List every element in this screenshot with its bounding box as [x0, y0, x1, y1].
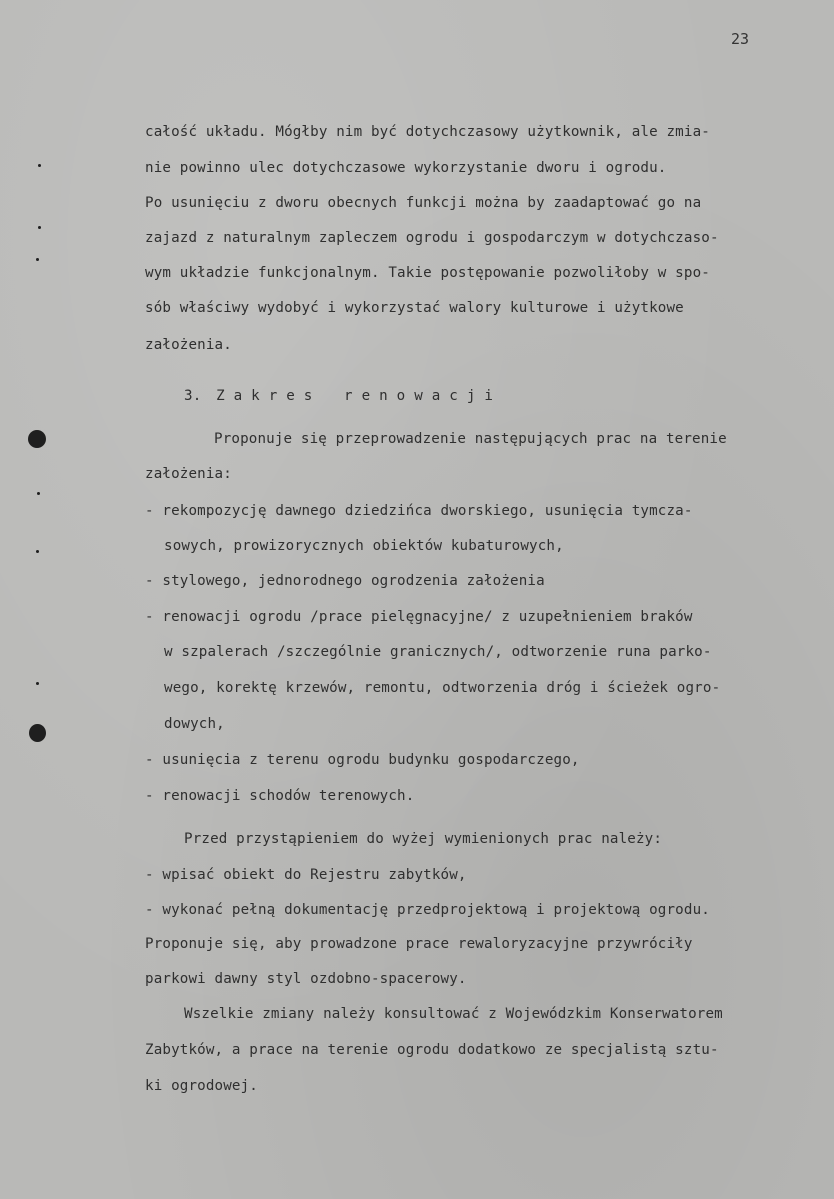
list-item: - renowacji ogrodu /prace pielęgnacyjne/ z uzupełnieniem braków	[145, 609, 693, 625]
list-item: sowych, prowizorycznych obiektów kubaturowych,	[164, 538, 564, 554]
text-line: założenia.	[145, 337, 232, 353]
list-item: - rekompozycję dawnego dziedzińca dworskiego, usunięcia tymcza-	[145, 503, 693, 519]
text-line: parkowi dawny styl ozdobno-spacerowy.	[145, 971, 467, 987]
scan-speck	[38, 164, 41, 167]
scan-speck	[36, 550, 39, 553]
list-item: wego, korektę krzewów, remontu, odtworzenia dróg i ścieżek ogro-	[164, 680, 721, 696]
text-line: Proponuje się przeprowadzenie następujących prac na terenie	[214, 431, 727, 447]
list-item: dowych,	[164, 716, 225, 732]
list-item: - renowacji schodów terenowych.	[145, 788, 415, 804]
list-item: w szpalerach /szczególnie granicznych/, odtworzenie runa parko-	[164, 644, 712, 660]
list-item: - stylowego, jednorodnego ogrodzenia założenia	[145, 573, 545, 589]
scan-speck	[36, 682, 39, 685]
section-title-word: renowacji	[344, 388, 502, 404]
text-line: wym układzie funkcjonalnym. Takie postępowanie pozwoliłoby w spo-	[145, 265, 710, 281]
text-line: Wszelkie zmiany należy konsultować z Wojewódzkim Konserwatorem	[184, 1006, 723, 1022]
list-item: - wpisać obiekt do Rejestru zabytków,	[145, 867, 467, 883]
text-line: Po usunięciu z dworu obecnych funkcji można by zaadaptować go na	[145, 195, 702, 211]
page-number: 23	[731, 30, 750, 48]
text-line: sób właściwy wydobyć i wykorzystać walory kulturowe i użytkowe	[145, 300, 684, 316]
scan-speck	[28, 430, 46, 448]
section-title-word: Zakres	[216, 388, 322, 404]
text-line: Proponuje się, aby prowadzone prace rewaloryzacyjne przywróciły	[145, 936, 693, 952]
list-item: - wykonać pełną dokumentację przedprojektową i projektową ogrodu.	[145, 902, 710, 918]
scan-speck	[36, 258, 39, 261]
scan-speck	[29, 724, 46, 742]
text-line: zajazd z naturalnym zapleczem ogrodu i gospodarczym w dotychczaso-	[145, 230, 719, 246]
text-line: Przed przystąpieniem do wyżej wymienionych prac należy:	[184, 831, 663, 847]
text-line: Zabytków, a prace na terenie ogrodu dodatkowo ze specjalistą sztu-	[145, 1042, 719, 1058]
text-line: nie powinno ulec dotychczasowe wykorzystanie dworu i ogrodu.	[145, 160, 667, 176]
scan-speck	[37, 492, 40, 495]
text-line: całość układu. Mógłby nim być dotychczasowy użytkownik, ale zmia-	[145, 124, 710, 140]
list-item: - usunięcia z terenu ogrodu budynku gospodarczego,	[145, 752, 580, 768]
scan-speck	[38, 226, 41, 229]
text-line: ki ogrodowej.	[145, 1078, 258, 1094]
text-line: założenia:	[145, 466, 232, 482]
section-heading	[184, 388, 502, 404]
section-number: 3.	[184, 388, 202, 404]
